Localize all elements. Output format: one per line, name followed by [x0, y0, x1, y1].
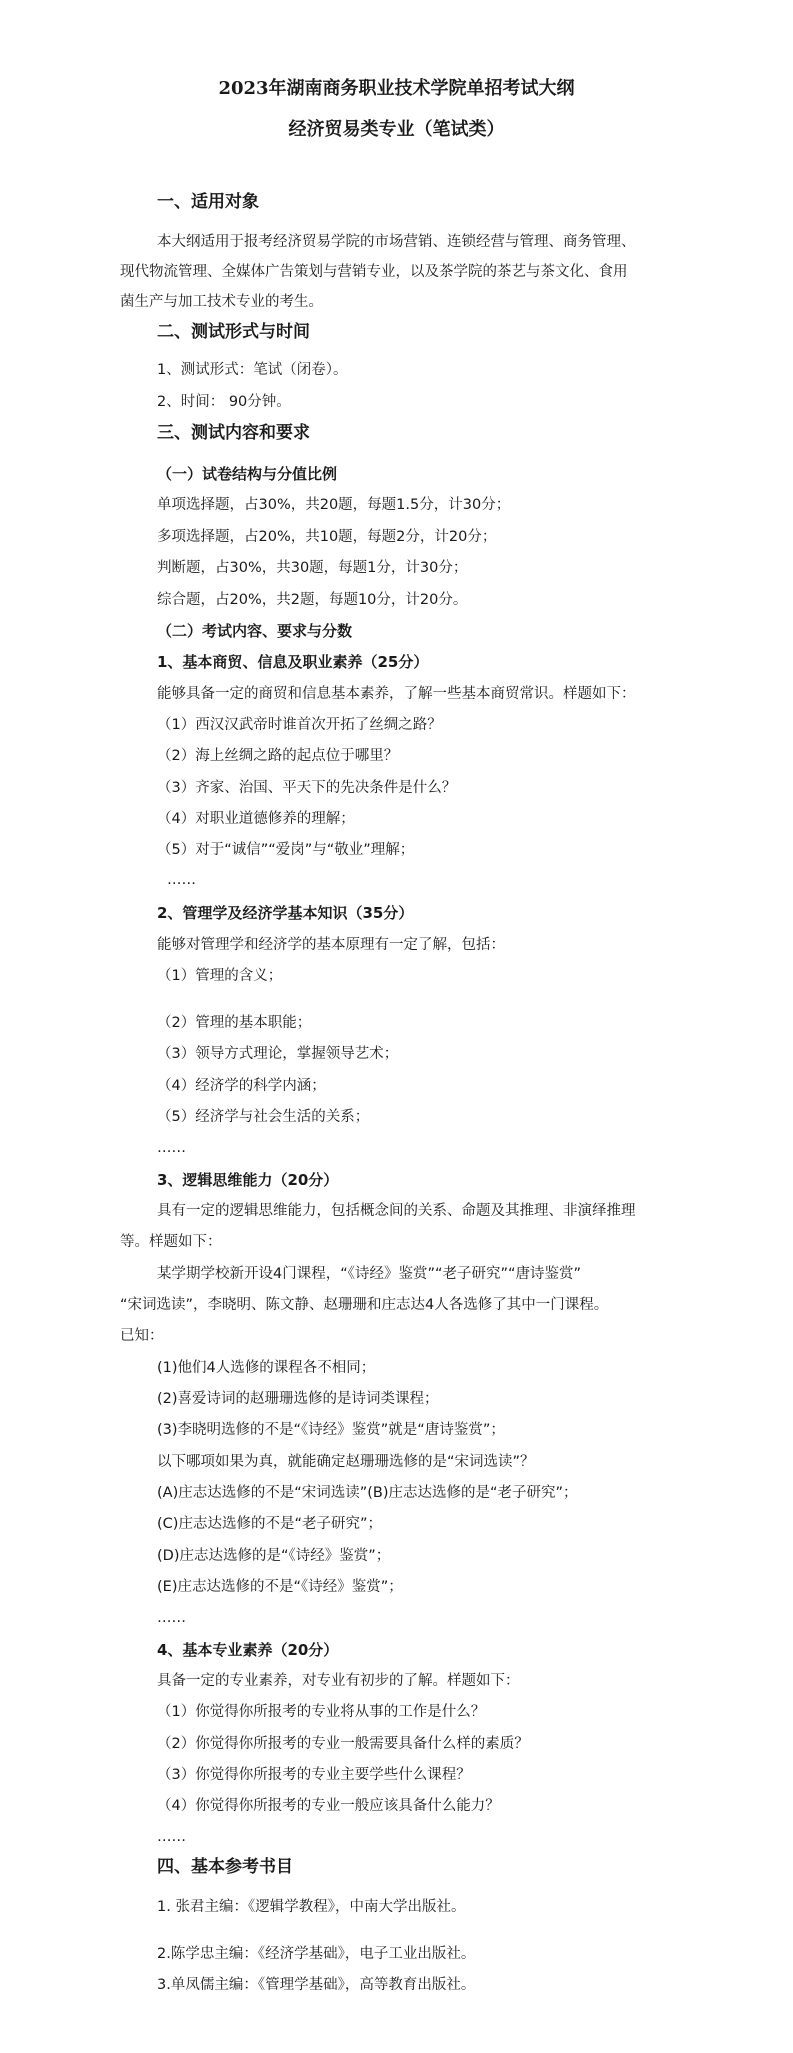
section-heading: 三、测试内容和要求 — [157, 423, 310, 443]
bibliography-item: 3.单凤儒主编：《管理学基础》，高等教育出版社。 — [157, 1977, 476, 1993]
topic-heading: 2、管理学及经济学基本知识（35分） — [157, 904, 414, 922]
document-subtitle: 经济贸易类专业（笔试类） — [288, 119, 505, 140]
option-item: (E)庄志达选修的不是“《诗经》鉴赏”； — [157, 1579, 403, 1595]
paragraph-line: 某学期学校新开设4门课程，“《诗经》鉴赏”“老子研究”“唐诗鉴赏” — [157, 1266, 582, 1282]
list-item: 多项选择题，占20%，共10题，每题2分，计20分； — [157, 529, 497, 545]
topic-heading: 3、逻辑思维能力（20分） — [157, 1171, 339, 1189]
section-heading: 二、测试形式与时间 — [157, 322, 310, 342]
paragraph-line: 菌生产与加工技术专业的考生。 — [120, 294, 323, 310]
paragraph-line: 具有一定的逻辑思维能力，包括概念间的关系、命题及其推理、非演绎推理 — [157, 1203, 636, 1219]
section-heading: 一、适用对象 — [157, 192, 259, 212]
paragraph-line: 能够具备一定的商贸和信息基本素养，了解一些基本商贸常识。样题如下： — [157, 686, 636, 702]
list-item: （3）你觉得你所报考的专业主要学些什么课程？ — [157, 1767, 471, 1783]
list-item: （1）西汉汉武帝时谁首次开拓了丝绸之路？ — [157, 717, 442, 733]
topic-heading: 4、基本专业素养（20分） — [157, 1641, 339, 1659]
paragraph-line: 等。样题如下： — [120, 1234, 222, 1250]
list-item: （3）齐家、治国、平天下的先决条件是什么？ — [157, 780, 457, 796]
list-item: 2、时间： 90分钟。 — [157, 394, 291, 410]
ellipsis: …… — [157, 1140, 186, 1156]
list-item: （4）对职业道德修养的理解； — [157, 811, 355, 827]
bibliography-item: 2.陈学忠主编：《经济学基础》，电子工业出版社。 — [157, 1946, 476, 1962]
option-item: (A)庄志达选修的不是“宋词选读”(B)庄志达选修的是“老子研究”； — [157, 1485, 578, 1501]
list-item: （4）你觉得你所报考的专业一般应该具备什么能力？ — [157, 1798, 500, 1814]
list-item: （5）经济学与社会生活的关系； — [157, 1109, 370, 1125]
list-item: （2）你觉得你所报考的专业一般需要具备什么样的素质？ — [157, 1736, 529, 1752]
condition-item: (1)他们4人选修的课程各不相同； — [157, 1360, 376, 1376]
paragraph-line: 本大纲适用于报考经济贸易学院的市场营销、连锁经营与管理、商务管理、 — [157, 234, 636, 250]
section-heading: 四、基本参考书目 — [157, 1857, 293, 1877]
list-item: 判断题，占30%，共30题，每题1分，计30分； — [157, 560, 468, 576]
paragraph-line: 已知： — [120, 1328, 164, 1344]
question-text: 以下哪项如果为真，就能确定赵珊珊选修的是“宋词选读”？ — [157, 1454, 535, 1470]
list-item: 单项选择题，占30%，共20题，每题1.5分，计30分； — [157, 497, 511, 513]
list-item: （1）管理的含义； — [157, 968, 283, 984]
list-item: （2）管理的基本职能； — [157, 1015, 312, 1031]
subsection-heading: （二）考试内容、要求与分数 — [157, 622, 353, 640]
ellipsis: …… — [167, 872, 196, 888]
list-item: 1、测试形式：笔试（闭卷）。 — [157, 362, 348, 378]
ellipsis: …… — [157, 1829, 186, 1845]
paragraph-line: 现代物流管理、全媒体广告策划与营销专业，以及茶学院的茶艺与茶文化、食用 — [120, 264, 628, 280]
ellipsis: …… — [157, 1610, 186, 1626]
option-item: (D)庄志达选修的是“《诗经》鉴赏”； — [157, 1548, 391, 1564]
subsection-heading: （一）试卷结构与分值比例 — [157, 465, 338, 483]
paragraph-line: 能够对管理学和经济学的基本原理有一定了解，包括： — [157, 937, 505, 953]
list-item: （1）你觉得你所报考的专业将从事的工作是什么？ — [157, 1704, 486, 1720]
paragraph-line: 具备一定的专业素养，对专业有初步的了解。样题如下： — [157, 1673, 520, 1689]
list-item: 综合题，占20%，共2题，每题10分，计20分。 — [157, 592, 468, 608]
bibliography-item: 1. 张君主编：《逻辑学教程》，中南大学出版社。 — [157, 1899, 466, 1915]
list-item: （3）领导方式理论，掌握领导艺术； — [157, 1046, 399, 1062]
document-title: 2023年湖南商务职业技术学院单招考试大纲 — [218, 78, 575, 99]
list-item: （5）对于“诚信”“爱岗”与“敬业”理解； — [157, 842, 415, 858]
condition-item: (2)喜爱诗词的赵珊珊选修的是诗词类课程； — [157, 1391, 439, 1407]
topic-heading: 1、基本商贸、信息及职业素养（25分） — [157, 653, 429, 671]
list-item: （4）经济学的科学内涵； — [157, 1078, 326, 1094]
condition-item: (3)李晓明选修的不是“《诗经》鉴赏”就是“唐诗鉴赏”； — [157, 1422, 505, 1438]
paragraph-line: “宋词选读”，李晓明、陈文静、赵珊珊和庄志达4人各选修了其中一门课程。 — [120, 1297, 609, 1313]
option-item: (C)庄志达选修的不是“老子研究”； — [157, 1516, 382, 1532]
list-item: （2）海上丝绸之路的起点位于哪里？ — [157, 748, 399, 764]
